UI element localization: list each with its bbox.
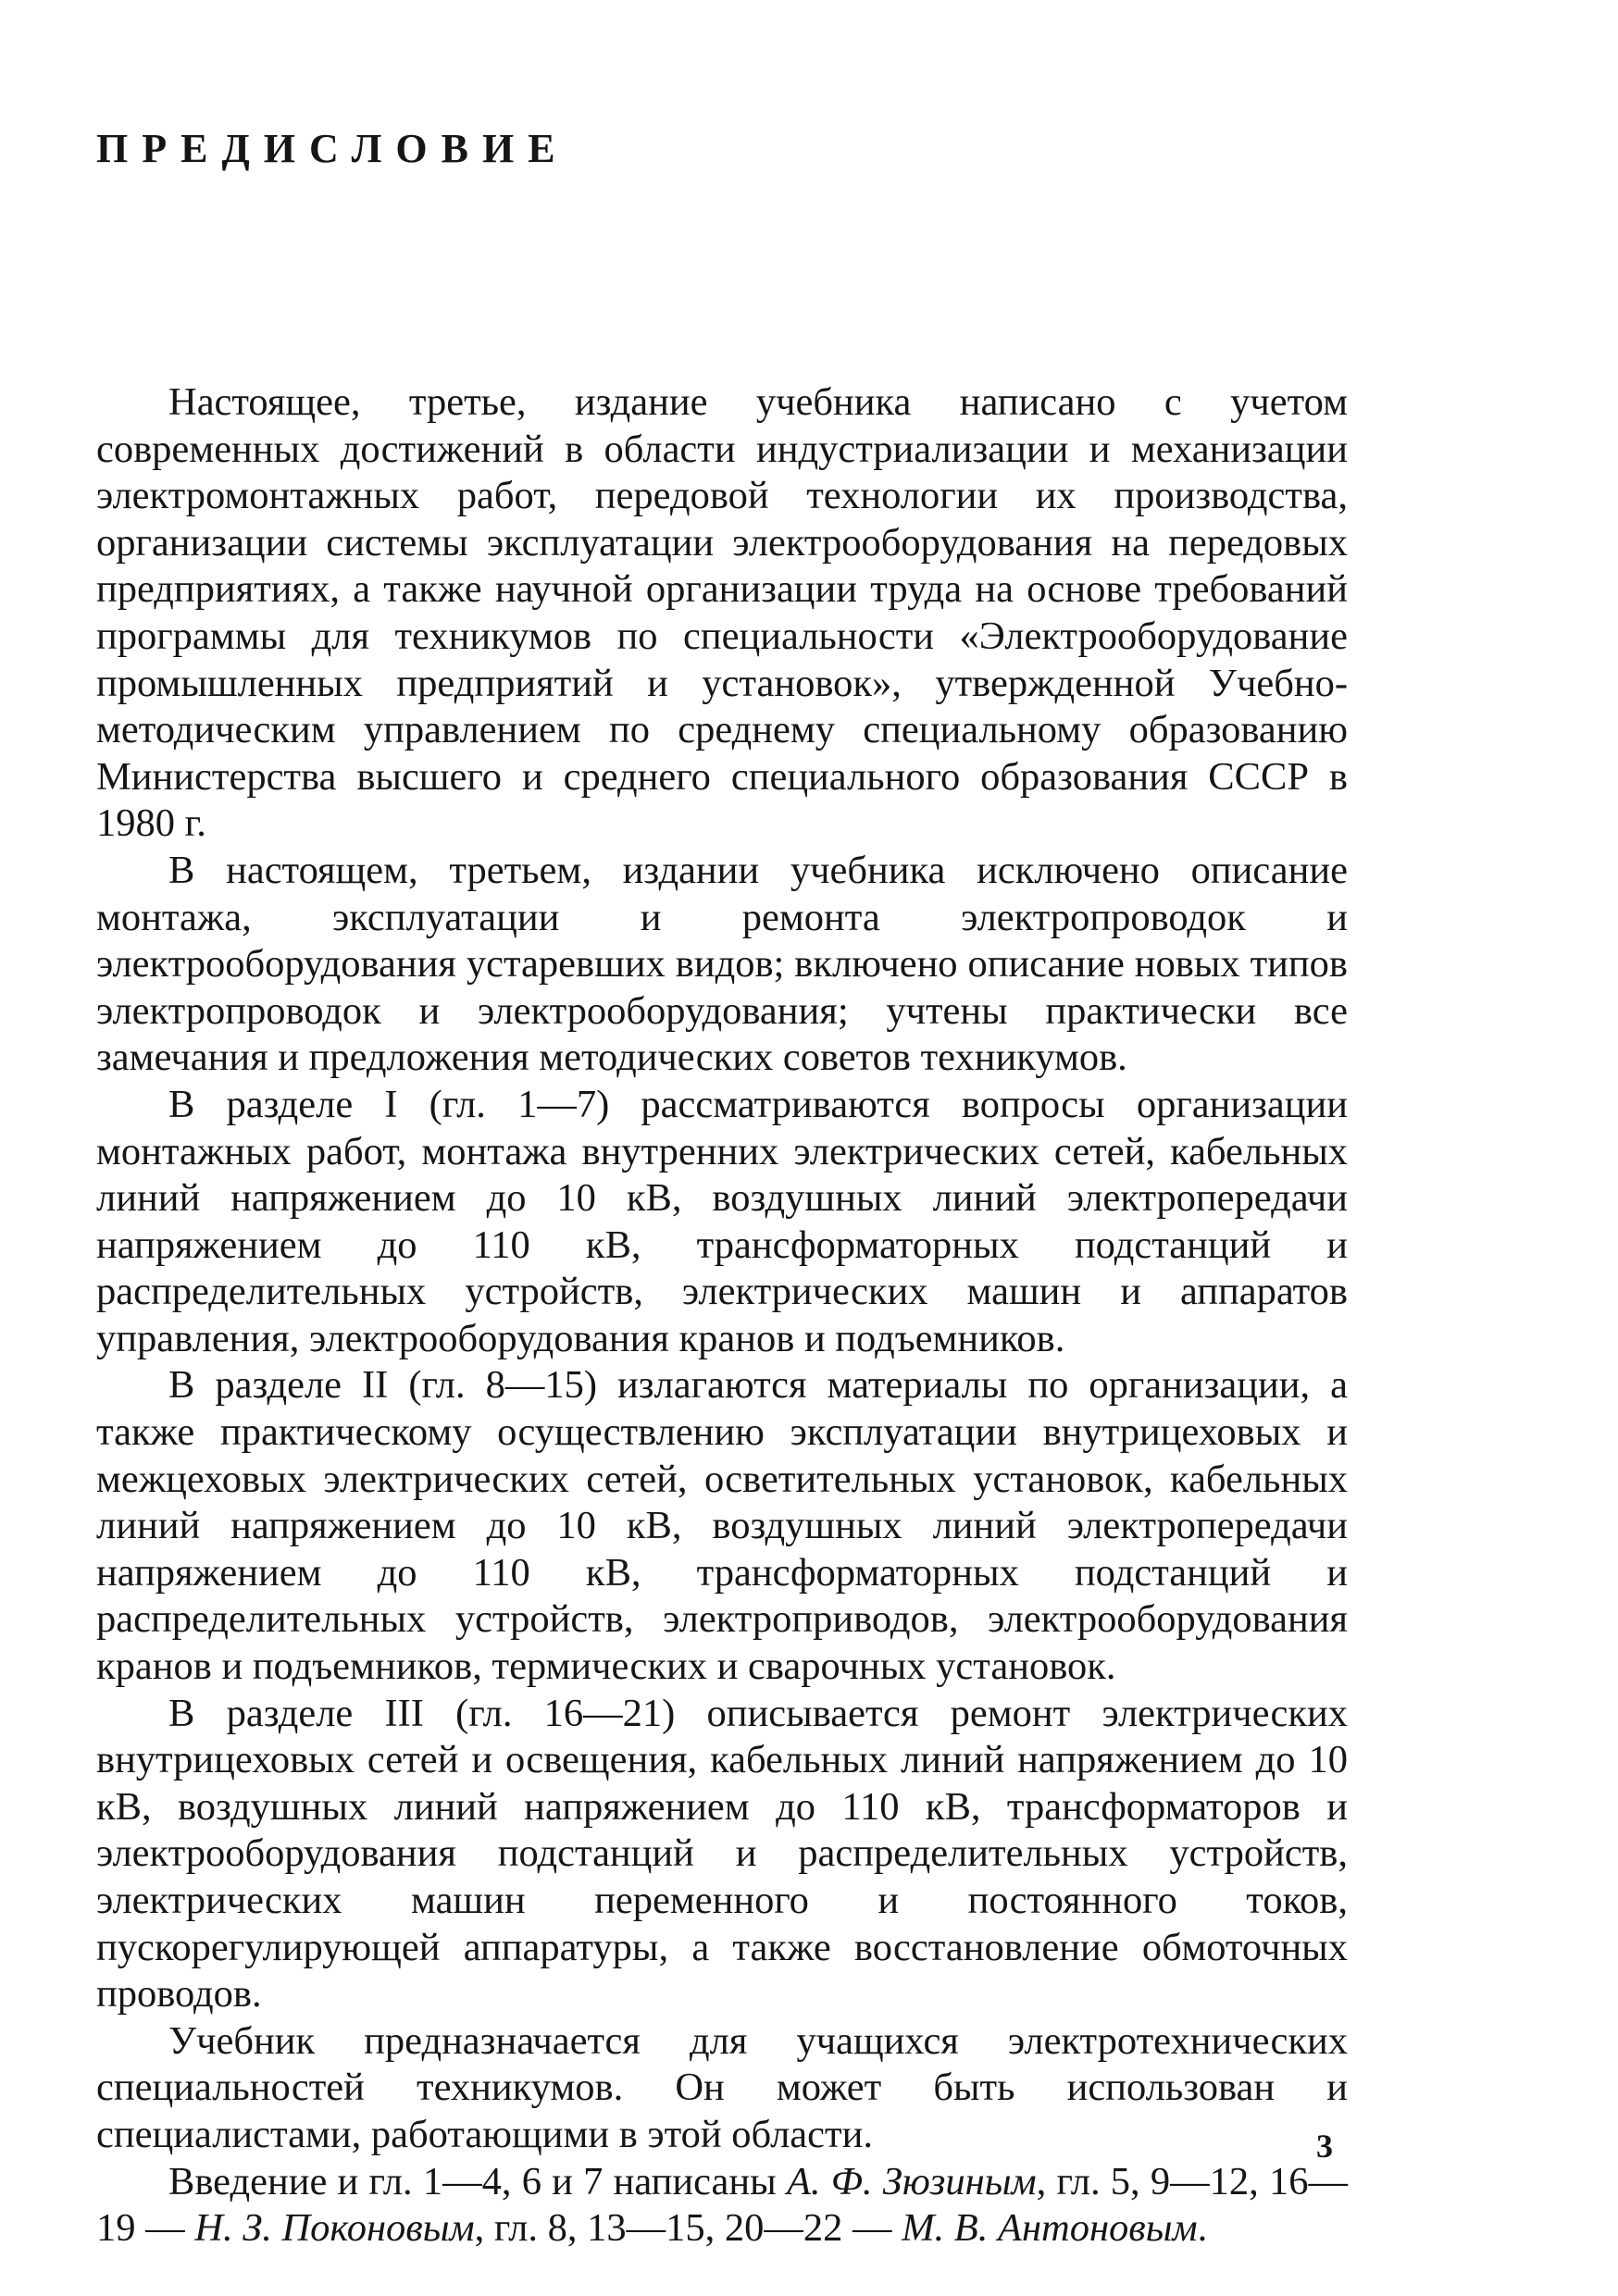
authors-intro-1: Введение и гл. 1—4, 6 и 7 написаны	[168, 2159, 777, 2203]
preface-paragraph-5: В разделе III (гл. 16—21) описывается ремонт электрических внутрицеховых сетей и освещения, кабельных линий напряжением до 10 кВ, воздушных линий напряжением до 110 кВ, трансформаторов и электрооборудования подстанций и распределительных устройств, электрических машин переменного и постоянного токов, пускорегулирующей аппаратуры, а также восстановление обмоточных проводов.	[96, 1691, 1348, 2017]
page-title: ПРЕДИСЛОВИЕ	[96, 126, 569, 172]
authors-paragraph	[96, 2159, 1348, 2253]
author-name-1: А. Ф. Зюзиным	[786, 2159, 1037, 2203]
preface-body	[96, 379, 1348, 2253]
preface-paragraph-4: В разделе II (гл. 8—15) излагаются материалы по организации, а также практическому осуществлению эксплуатации внутрицеховых и межцеховых электрических сетей, осветительных установок, кабельных линий напряжением до 10 кВ, воздушных линий электропередачи напряжением до 110 кВ, трансформаторных подстанций и распределительных устройств, электроприводов, электрооборудования кранов и подъемников, термических и сварочных установок.	[96, 1363, 1348, 1689]
authors-intro-2: , гл. 5, 9—12, 16—19 —	[96, 2159, 1349, 2251]
authors-intro-3: , гл. 8, 13—15, 20—22 —	[474, 2206, 892, 2251]
preface-paragraph-6: Учебник предназначается для учащихся электротехнических специальностей техникумов. Он может быть использован и специалистами, работающими в этой области.	[96, 2018, 1348, 2156]
page-number: 3	[1316, 2128, 1333, 2165]
author-name-3: М. В. Антоновым	[902, 2206, 1198, 2251]
preface-paragraph-1: Настоящее, третье, издание учебника написано с учетом современных достижений в области индустриализации и механизации электромонтажных работ, передовой технологии их производства, организации системы эксплуатации электрооборудования на передовых предприятиях, а также научной организации труда на основе требований программы для техникумов по специальности «Электрооборудование промышленных предприятий и установок», утвержденной Учебно-методическим управлением по среднему специальному образованию Министерства высшего и среднего специального образования СССР в 1980 г.	[96, 380, 1348, 846]
preface-paragraph-2: В настоящем, третьем, издании учебника исключено описание монтажа, эксплуатации и ремонта электропроводок и электрооборудования устаревших видов; включено описание новых типов электропроводок и электрооборудования; учтены практически все замечания и предложения методических советов техникумов.	[96, 848, 1348, 1080]
preface-paragraph-3: В разделе I (гл. 1—7) рассматриваются вопросы организации монтажных работ, монтажа внутренних электрических сетей, кабельных линий напряжением до 10 кВ, воздушных линий электропередачи напряжением до 110 кВ, трансформаторных подстанций и распределительных устройств, электрических машин и аппаратов управления, электрооборудования кранов и подъемников.	[96, 1082, 1348, 1360]
authors-ending: .	[1197, 2206, 1208, 2251]
author-name-2: Н. З. Поконовым	[194, 2206, 475, 2251]
